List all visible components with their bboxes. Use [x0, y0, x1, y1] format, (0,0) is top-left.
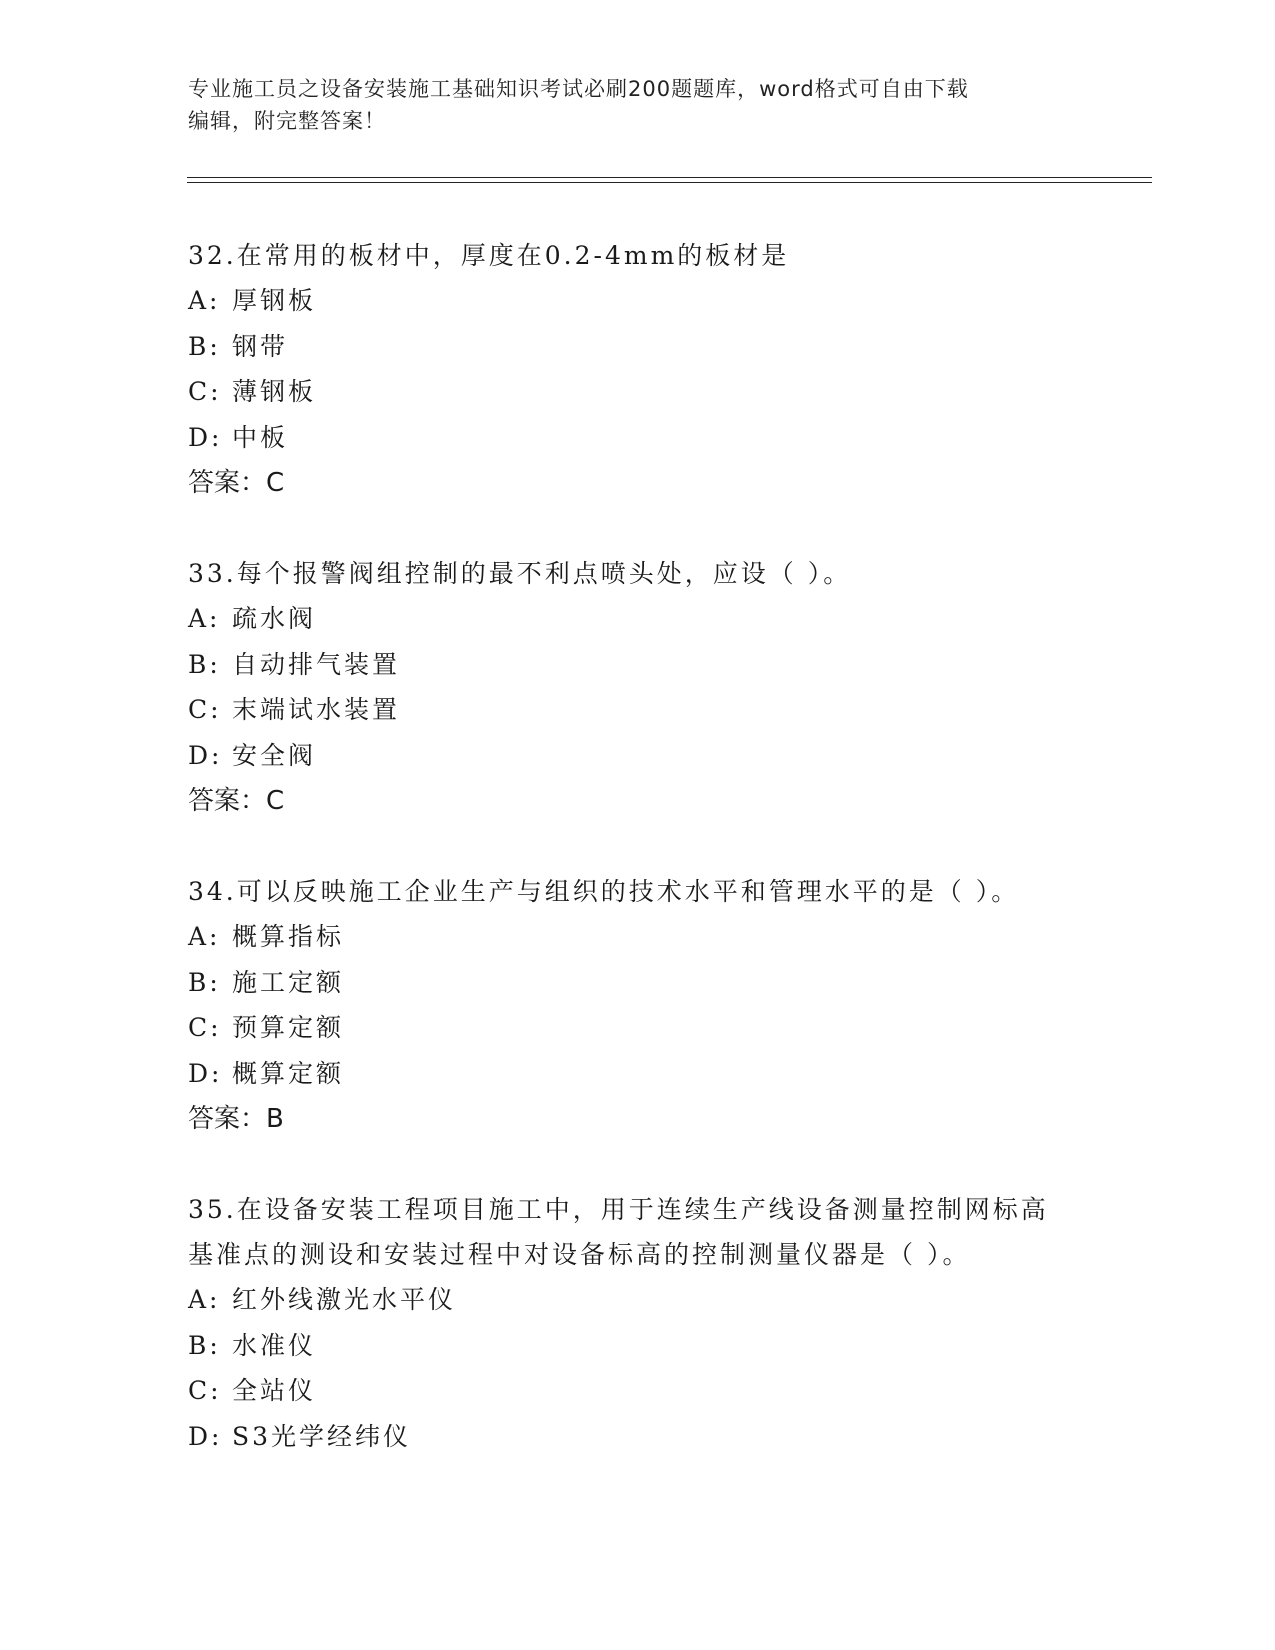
option-a	[188, 596, 1088, 642]
question-34	[188, 869, 1088, 1142]
answer-line: 答案：C	[188, 468, 285, 498]
option-text: 安全阀	[232, 740, 317, 770]
option-d	[188, 1051, 1088, 1097]
option-text: 概算指标	[232, 922, 345, 951]
option-text: 疏水阀	[232, 604, 317, 633]
option-b	[188, 960, 1088, 1006]
option-b	[188, 642, 1088, 688]
option-key: D:	[188, 422, 223, 452]
option-key: B:	[188, 331, 221, 361]
header-line-1: 专业施工员之设备安装施工基础知识考试必刷200题题库，word格式可自由下载	[188, 77, 969, 101]
option-text: 施工定额	[232, 967, 345, 997]
option-text: 全站仪	[232, 1376, 317, 1405]
option-text: 钢带	[232, 331, 289, 361]
option-text: 预算定额	[232, 1013, 345, 1042]
option-a	[188, 1277, 1088, 1323]
option-d	[188, 1414, 1088, 1460]
header-divider-top	[187, 177, 1152, 178]
option-text: 中板	[232, 422, 289, 452]
option-key: A:	[188, 604, 221, 633]
question-stem-line-1: 35.在设备安装工程项目施工中，用于连续生产线设备测量控制网标高	[188, 1195, 1049, 1224]
option-c	[188, 369, 1088, 415]
option-text: 薄钢板	[232, 377, 317, 406]
option-d	[188, 733, 1088, 779]
option-key: C:	[188, 1376, 222, 1405]
option-b	[188, 1323, 1088, 1369]
option-c	[188, 1005, 1088, 1051]
option-text: 厚钢板	[232, 286, 317, 315]
option-key: D:	[188, 1058, 223, 1088]
option-text: 红外线激光水平仪	[232, 1285, 457, 1314]
option-key: A:	[188, 1285, 221, 1314]
option-key: D:	[188, 740, 223, 770]
header-divider-bottom	[187, 182, 1152, 183]
question-stem-line-2: 基准点的测设和安装过程中对设备标高的控制测量仪器是（ ）。	[188, 1240, 971, 1269]
document-header	[188, 73, 1068, 137]
option-key: B:	[188, 649, 221, 679]
option-c	[188, 1368, 1088, 1414]
option-c	[188, 687, 1088, 733]
option-text: 末端试水装置	[232, 695, 401, 724]
option-key: A:	[188, 922, 221, 951]
question-stem: 33.每个报警阀组控制的最不利点喷头处，应设（ ）。	[188, 559, 852, 588]
option-text: S3光学经纬仪	[232, 1421, 412, 1451]
option-key: C:	[188, 695, 222, 724]
option-text: 概算定额	[232, 1058, 345, 1088]
option-text: 自动排气装置	[232, 649, 401, 679]
option-key: C:	[188, 1013, 222, 1042]
option-key: B:	[188, 967, 221, 997]
question-33	[188, 551, 1088, 824]
question-stem: 32.在常用的板材中，厚度在0.2-4mm的板材是	[188, 241, 790, 270]
option-text: 水准仪	[232, 1330, 317, 1360]
option-key: D:	[188, 1421, 223, 1451]
question-35	[188, 1187, 1088, 1459]
option-key: C:	[188, 377, 222, 406]
option-a	[188, 914, 1088, 960]
header-line-2: 编辑，附完整答案！	[188, 109, 386, 133]
answer-line: 答案：B	[188, 1104, 284, 1134]
option-key: A:	[188, 286, 221, 315]
option-a	[188, 278, 1088, 324]
option-key: B:	[188, 1330, 221, 1360]
option-d	[188, 415, 1088, 461]
answer-line: 答案：C	[188, 786, 285, 816]
question-32	[188, 233, 1088, 506]
question-stem: 34.可以反映施工企业生产与组织的技术水平和管理水平的是（ ）。	[188, 877, 1020, 906]
option-b	[188, 324, 1088, 370]
